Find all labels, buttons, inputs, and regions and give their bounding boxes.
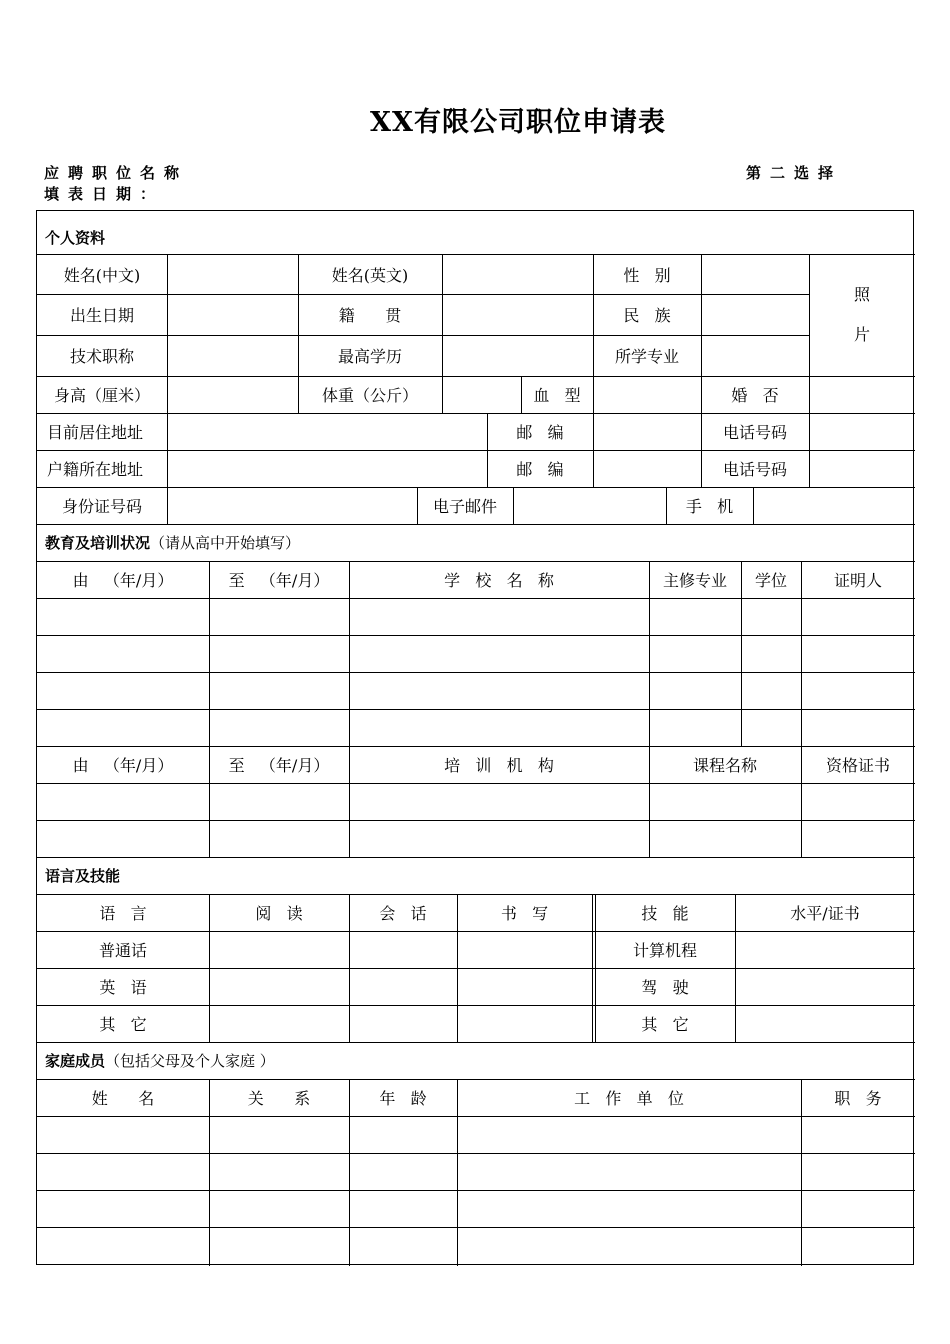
section-family-title: 家庭成员 (45, 1052, 106, 1070)
section-family-note: （包括父母及个人家庭 ） (105, 1052, 275, 1070)
position-applied-label: 应聘职位名称 (44, 164, 189, 182)
label-email: 电子邮件 (432, 497, 497, 516)
edu-col-to: 至 （年/月） (228, 571, 330, 590)
lang-col-language: 语 言 (99, 904, 147, 923)
label-name-cn: 姓名(中文) (63, 265, 141, 285)
photo-label-bottom: 片 (853, 325, 870, 344)
label-mobile: 手 机 (685, 497, 734, 516)
label-gender: 性 别 (623, 265, 671, 285)
train-col-institution: 培 训 机 构 (444, 756, 554, 775)
family-col-age: 年 龄 (379, 1089, 427, 1108)
label-marital: 婚 否 (731, 386, 779, 405)
label-household-address: 户籍所在地址 (47, 460, 144, 479)
label-tech-title: 技术职称 (69, 347, 134, 366)
lang-col-speaking: 会 话 (379, 904, 427, 923)
family-col-position: 职 务 (834, 1089, 882, 1108)
label-education-level: 最高学历 (337, 347, 402, 366)
label-current-address: 目前居住地址 (47, 423, 144, 442)
edu-col-school: 学 校 名 称 (444, 571, 554, 590)
lang-col-writing: 书 写 (500, 904, 549, 923)
skill-col-level: 水平/证书 (790, 904, 860, 923)
label-weight: 体重（公斤） (321, 386, 418, 405)
train-col-course: 课程名称 (692, 756, 757, 775)
label-ethnicity: 民 族 (623, 306, 671, 325)
label-id-number: 身份证号码 (61, 497, 142, 516)
section-languages: 语言及技能 (45, 867, 121, 885)
label-phone-2: 电话号码 (722, 460, 787, 479)
application-form (36, 210, 914, 1265)
lang-row-english: 英 语 (99, 978, 147, 997)
label-blood-type: 血 型 (533, 386, 581, 405)
label-postcode-1: 邮 编 (516, 423, 564, 442)
family-col-relation: 关 系 (247, 1089, 311, 1108)
train-col-to: 至 （年/月） (228, 756, 330, 775)
section-education-title: 教育及培训状况 (45, 534, 151, 552)
label-birth-date: 出生日期 (69, 306, 134, 325)
fill-date-label: 填表日期： (44, 185, 165, 203)
page-title: XX有限公司职位申请表 (370, 107, 666, 138)
edu-col-from: 由 （年/月） (72, 571, 174, 590)
skill-row-computer: 计算机程 (632, 941, 697, 960)
label-phone-1: 电话号码 (722, 423, 787, 442)
label-height: 身高（厘米） (53, 386, 150, 405)
skill-col-skill: 技 能 (641, 904, 689, 923)
family-col-employer: 工 作 单 位 (574, 1089, 684, 1108)
photo-box (809, 254, 915, 376)
section-education-note: （请从高中开始填写） (150, 534, 301, 552)
edu-col-witness: 证明人 (833, 571, 882, 590)
skill-row-driving: 驾 驶 (641, 978, 689, 997)
label-major: 所学专业 (614, 347, 679, 366)
label-postcode-2: 邮 编 (516, 460, 564, 479)
train-col-from: 由 （年/月） (72, 756, 174, 775)
lang-col-reading: 阅 读 (255, 904, 303, 923)
photo-label-top: 照 (853, 285, 870, 304)
lang-row-mandarin: 普通话 (98, 941, 147, 960)
train-col-certificate: 资格证书 (825, 756, 890, 775)
lang-row-other: 其 它 (99, 1015, 147, 1034)
section-education (37, 524, 915, 561)
skill-row-other: 其 它 (641, 1015, 689, 1034)
section-family (37, 1042, 915, 1079)
label-native-place: 籍 贯 (338, 306, 402, 325)
label-name-en: 姓名(英文) (331, 265, 409, 285)
edu-col-degree: 学位 (754, 571, 787, 590)
second-choice-label: 第二选择 (746, 164, 843, 182)
edu-col-major: 主修专业 (662, 571, 727, 590)
section-personal: 个人资料 (45, 228, 106, 247)
family-col-name: 姓 名 (91, 1089, 155, 1108)
